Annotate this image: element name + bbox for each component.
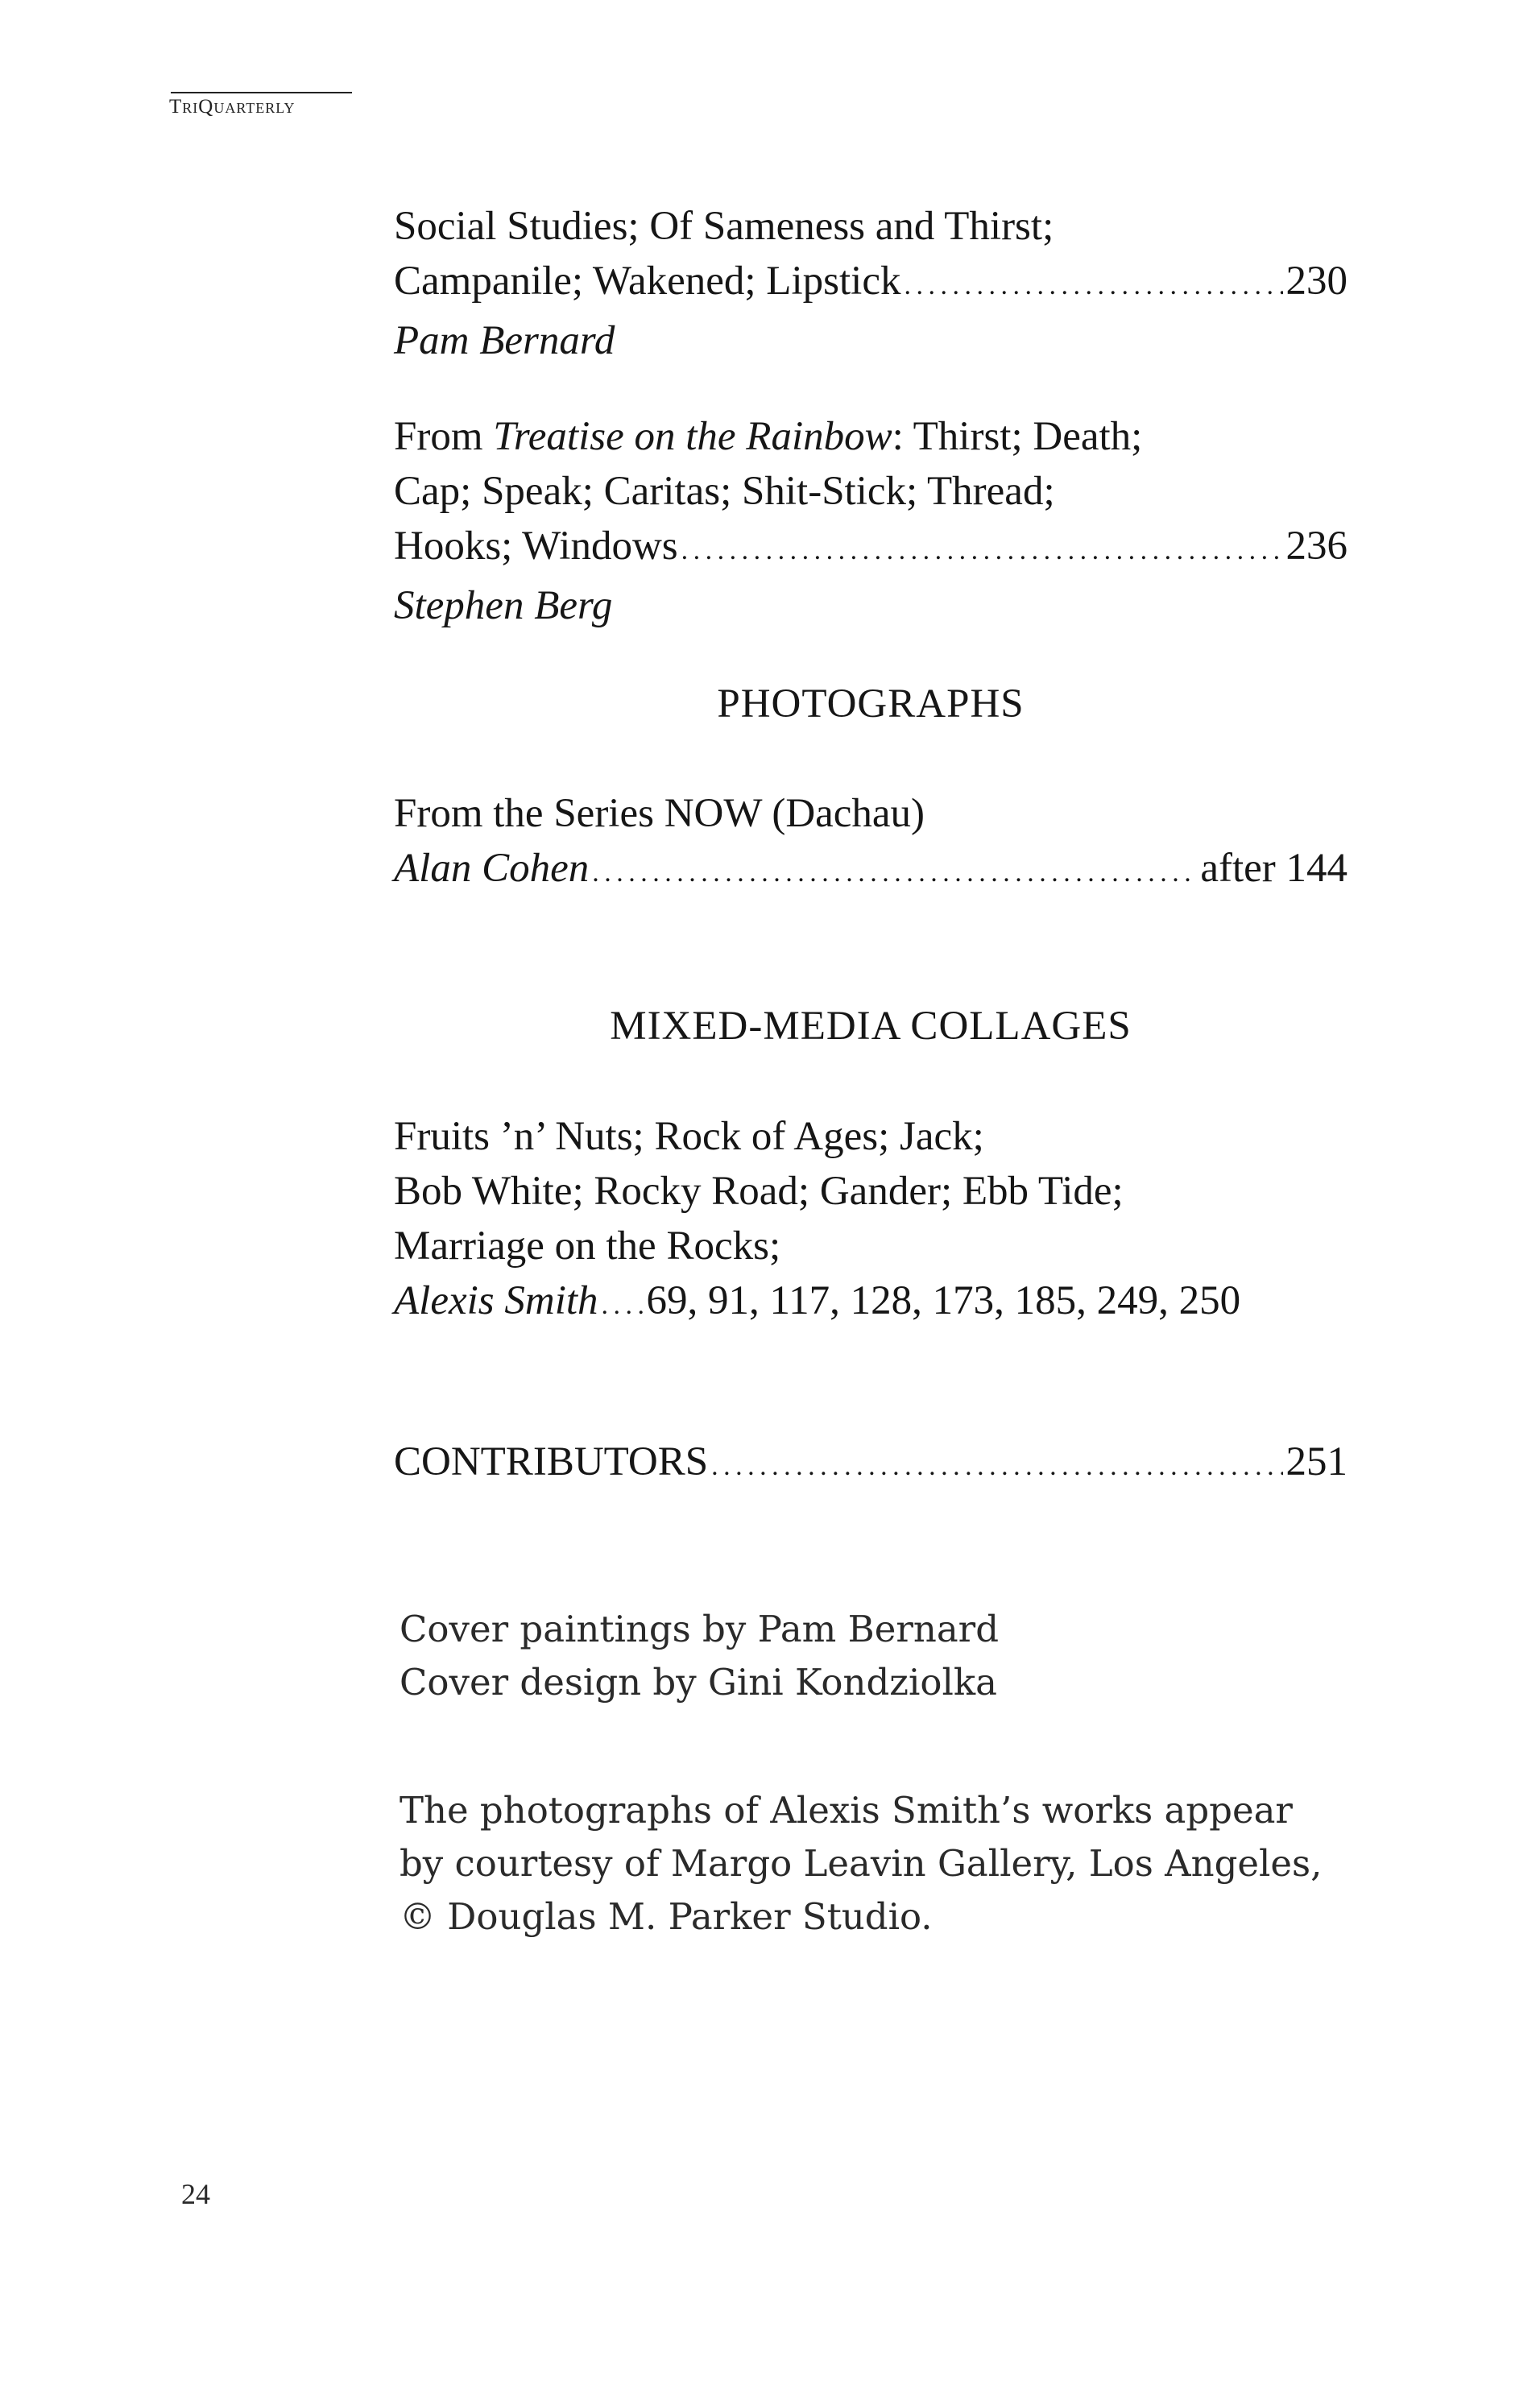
- toc-entry: [394, 786, 1348, 900]
- entry-title-line: Social Studies; Of Sameness and Thirst;: [394, 204, 1054, 249]
- page-ref: 69, 91, 117, 128, 173, 185, 249, 250: [646, 1278, 1241, 1323]
- entry-title-line: Campanile; Wakened; Lipstick: [394, 259, 901, 304]
- toc-entry: [394, 1109, 1348, 1333]
- note-line: © Douglas M. Parker Studio.: [399, 1895, 933, 1938]
- note-line: by courtesy of Margo Leavin Gallery, Los Angeles,: [399, 1842, 1323, 1885]
- entry-title-line: Fruits ’n’ Nuts; Rock of Ages; Jack;: [394, 1114, 984, 1159]
- page-ref: 236: [1285, 524, 1348, 569]
- toc-entry: [394, 409, 1348, 633]
- section-heading-photographs: PHOTOGRAPHS: [717, 681, 1025, 727]
- dot-leader: [602, 1278, 644, 1333]
- entry-lead-line: [394, 1435, 1348, 1494]
- entry-title-line: Hooks; Windows: [394, 524, 678, 569]
- note-line: The photographs of Alexis Smith’s works appear: [399, 1789, 1293, 1832]
- entry-title-line: From the Series NOW (Dachau): [394, 791, 925, 836]
- page-ref: after 144: [1200, 846, 1348, 891]
- entry-lead-line: [394, 1273, 1348, 1333]
- entry-title-line: Cap; Speak; Caritas; Shit-Stick; Thread;: [394, 469, 1055, 514]
- entry-author: Pam Bernard: [394, 318, 615, 363]
- entry-title-line: Marriage on the Rocks;: [394, 1223, 781, 1269]
- entry-author: Stephen Berg: [394, 583, 613, 628]
- running-head-rule: [171, 92, 352, 93]
- entry-lead-line: [394, 254, 1348, 313]
- page-ref: 230: [1285, 259, 1348, 304]
- page-ref: 251: [1285, 1439, 1348, 1484]
- section-heading-collages: MIXED-MEDIA COLLAGES: [610, 1004, 1132, 1049]
- toc-entry: [394, 199, 1348, 368]
- dot-leader: [681, 524, 1283, 578]
- dot-leader: [904, 259, 1282, 313]
- entry-author: Alexis Smith: [394, 1278, 598, 1323]
- entry-lead-line: [394, 841, 1348, 900]
- entry-title-line: From Treatise on the Rainbow: Thirst; Death;: [394, 414, 1143, 459]
- toc-entry: [394, 1435, 1348, 1494]
- work-title-italic: Treatise on the Rainbow: [493, 414, 892, 459]
- cover-credits: [399, 1603, 1366, 1709]
- credit-line: Cover paintings by Pam Bernard: [399, 1608, 999, 1650]
- page-number: 24: [181, 2178, 210, 2210]
- running-head: TriQuarterly: [169, 96, 296, 118]
- credit-line: Cover design by Gini Kondziolka: [399, 1661, 997, 1704]
- contributors-label: CONTRIBUTORS: [394, 1439, 709, 1484]
- photo-credit-note: [399, 1784, 1366, 1944]
- dot-leader: [711, 1439, 1282, 1494]
- dot-leader: [592, 846, 1197, 900]
- entry-lead-line: [394, 519, 1348, 578]
- entry-author: Alan Cohen: [394, 846, 590, 891]
- entry-title-line: Bob White; Rocky Road; Gander; Ebb Tide;: [394, 1169, 1124, 1214]
